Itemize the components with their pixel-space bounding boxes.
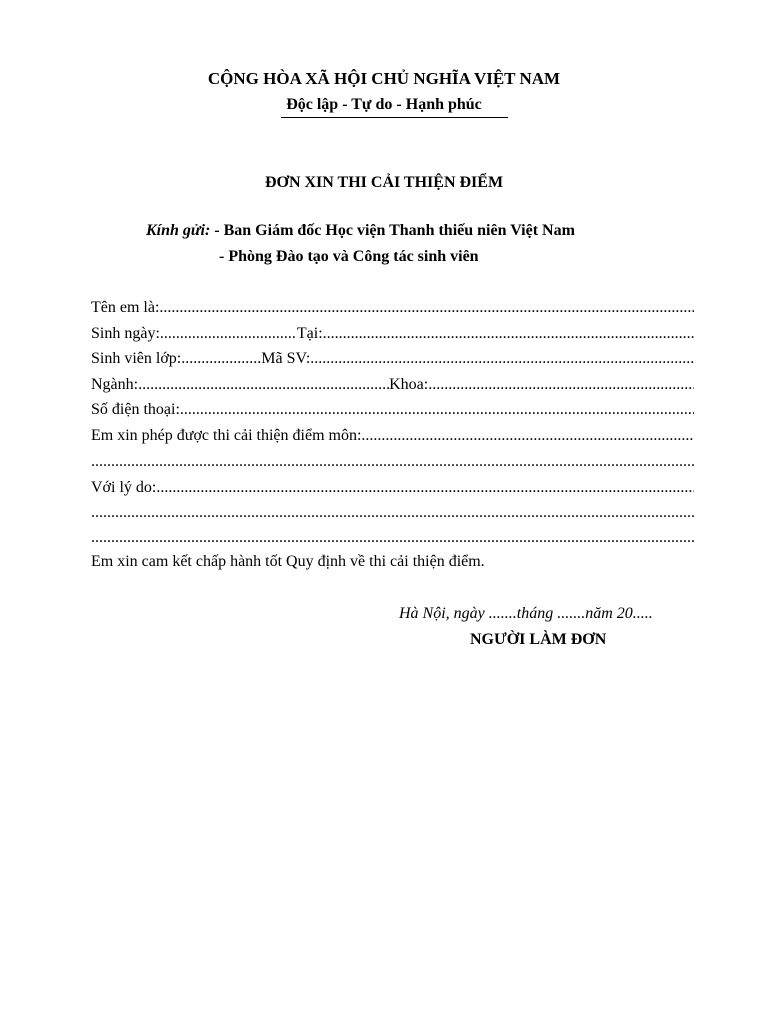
field-phone[interactable]	[91, 399, 694, 421]
field-subject-label: Em xin phép được thi cải thiện điểm môn:	[91, 427, 362, 444]
field-subject[interactable]	[91, 425, 694, 447]
field-reason-continued-1[interactable]	[91, 502, 694, 524]
commitment-statement: Em xin cam kết chấp hành tốt Quy định về thi cải thiện điểm.	[91, 553, 485, 570]
document-title: ĐƠN XIN THI CẢI THIỆN ĐIỂM	[264, 174, 504, 191]
field-reason-blank-3[interactable]	[91, 527, 694, 549]
field-faculty-blank[interactable]	[428, 374, 694, 396]
national-motto: Độc lập - Tự do - Hạnh phúc	[286, 96, 482, 113]
field-phone-label: Số điện thoại:	[91, 401, 180, 418]
motto-underline	[281, 117, 508, 118]
field-reason-label: Với lý do:	[91, 479, 157, 496]
recipient-line-1	[146, 220, 575, 242]
field-place-blank[interactable]	[323, 323, 694, 345]
field-phone-blank[interactable]	[180, 399, 694, 421]
field-name[interactable]	[91, 297, 694, 319]
field-dob-place[interactable]	[91, 323, 694, 345]
field-class-blank[interactable]	[181, 348, 261, 370]
field-reason-continued-2[interactable]	[91, 527, 694, 549]
field-dob-label: Sinh ngày:	[91, 325, 160, 342]
field-student-id-blank[interactable]	[310, 348, 694, 370]
field-major-faculty[interactable]	[91, 374, 694, 396]
recipient-line-2: - Phòng Đào tạo và Công tác sinh viên	[219, 248, 479, 265]
field-name-blank[interactable]	[159, 297, 694, 319]
national-title: CỘNG HÒA XÃ HỘI CHỦ NGHĨA VIỆT NAM	[207, 69, 561, 88]
field-reason-blank-2[interactable]	[91, 502, 694, 524]
field-place-label: Tại:	[296, 325, 323, 342]
field-class-label: Sinh viên lớp:	[91, 350, 182, 367]
field-subject-continued[interactable]	[91, 451, 694, 473]
field-reason[interactable]	[91, 477, 694, 499]
field-major-blank[interactable]	[138, 374, 389, 396]
field-name-label: Tên em là:	[91, 299, 160, 316]
recipient-board: - Ban Giám đốc Học viện Thanh thiếu niên Việt Nam	[210, 222, 575, 239]
field-class-id[interactable]	[91, 348, 694, 370]
signer-title: NGƯỜI LÀM ĐƠN	[470, 631, 607, 648]
field-faculty-label: Khoa:	[389, 376, 429, 393]
recipient-label: Kính gửi:	[146, 222, 211, 239]
field-subject-blank[interactable]	[361, 425, 694, 447]
place-date-line: Hà Nội, ngày .......tháng .......năm 20.....	[399, 605, 653, 622]
field-major-label: Ngành:	[91, 376, 139, 393]
field-subject-blank-2[interactable]	[91, 451, 694, 473]
field-reason-blank[interactable]	[156, 477, 694, 499]
field-dob-blank[interactable]	[160, 323, 297, 345]
field-student-id-label: Mã SV:	[261, 350, 311, 367]
